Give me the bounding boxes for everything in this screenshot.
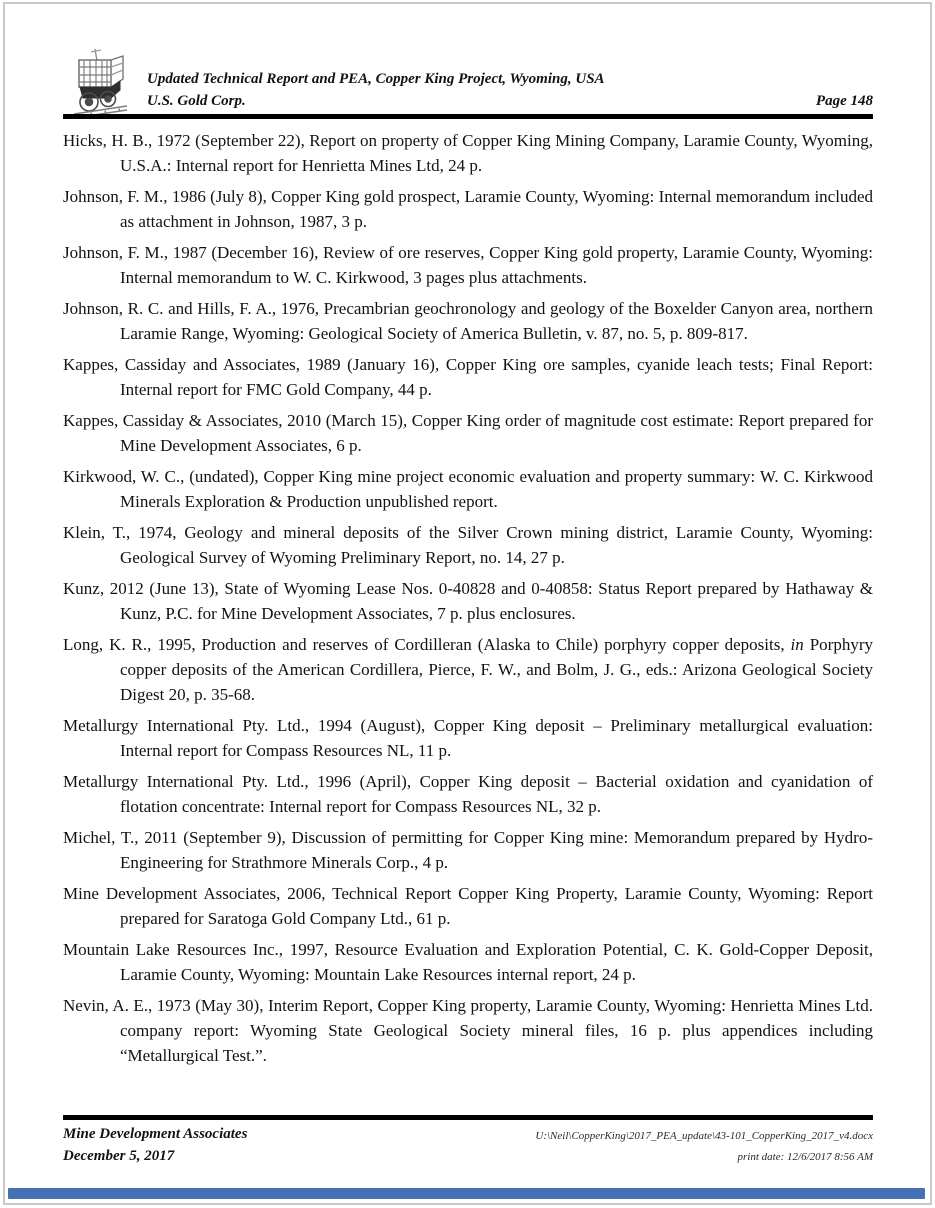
reference-entry: Mountain Lake Resources Inc., 1997, Resource Evaluation and Exploration Potential, C. K. Gold-Copper Deposit, Laramie County, Wyoming: Mountain Lake Resources internal report, 24 p. (63, 940, 873, 984)
page-number: Page 148 (815, 93, 873, 109)
reference-entry: Long, K. R., 1995, Production and reserves of Cordilleran (Alaska to Chile) porphyry copper deposits, in Porphyry copper deposits of the American Cordillera, Pierce, F. W., and Bolm, J. G., eds.: Arizona Geological Society Digest 20, p. 35-68. (63, 635, 873, 704)
reference-entry: Mine Development Associates, 2006, Technical Report Copper King Property, Laramie County, Wyoming: Report prepared for Saratoga Gold Company Ltd., 61 p. (63, 884, 873, 928)
report-title: Updated Technical Report and PEA, Copper King Project, Wyoming, USA (147, 71, 605, 87)
header-divider-rule (63, 114, 873, 119)
reference-entry: Kappes, Cassiday and Associates, 1989 (January 16), Copper King ore samples, cyanide leach tests; Final Report: Internal report for FMC Gold Company, 44 p. (63, 355, 873, 399)
reference-entry: Kirkwood, W. C., (undated), Copper King mine project economic evaluation and property summary: W. C. Kirkwood Minerals Exploration & Production unpublished report. (63, 467, 873, 511)
horizontal-scrollbar[interactable] (8, 1188, 925, 1199)
company-name: U.S. Gold Corp. (147, 93, 246, 109)
references-list (63, 128, 873, 1074)
footer-file-path: U:\Neil\CopperKing\2017_PEA_update\43-101_CopperKing_2017_v4.docx (535, 1130, 873, 1142)
page-header (63, 44, 873, 122)
mine-cart-icon (71, 46, 133, 122)
footer-right (393, 1126, 873, 1168)
reference-entry: Nevin, A. E., 1973 (May 30), Interim Report, Copper King property, Laramie County, Wyoming: Henrietta Mines Ltd. company report: Wyoming State Geological Society mineral files, 16 p. plus appendices including “Metallurgical Test.”. (63, 996, 873, 1065)
footer-company: Mine Development Associates (63, 1126, 248, 1142)
footer-divider-rule (63, 1115, 873, 1120)
reference-entry: Hicks, H. B., 1972 (September 22), Report on property of Copper King Mining Company, Laramie County, Wyoming, U.S.A.: Internal report for Henrietta Mines Ltd, 24 p. (63, 131, 873, 175)
footer-print-date: print date: 12/6/2017 8:56 AM (737, 1151, 873, 1163)
reference-entry: Metallurgy International Pty. Ltd., 1994 (August), Copper King deposit – Preliminary metallurgical evaluation: Internal report for Compass Resources NL, 11 p. (63, 716, 873, 760)
reference-entry: Johnson, F. M., 1987 (December 16), Review of ore reserves, Copper King gold property, Laramie County, Wyoming: Internal memorandum to W. C. Kirkwood, 3 pages plus attachments. (63, 243, 873, 287)
reference-entry: Klein, T., 1974, Geology and mineral deposits of the Silver Crown mining district, Laramie County, Wyoming: Geological Survey of Wyoming Preliminary Report, no. 14, 27 p. (63, 523, 873, 567)
reference-entry: Michel, T., 2011 (September 9), Discussion of permitting for Copper King mine: Memorandum prepared by Hydro-Engineering for Strathmore Minerals Corp., 4 p. (63, 828, 873, 872)
mine-cart-logo (71, 46, 133, 122)
reference-entry: Metallurgy International Pty. Ltd., 1996 (April), Copper King deposit – Bacterial oxidation and cyanidation of flotation concentrate: Internal report for Compass Resources NL, 32 p. (63, 772, 873, 816)
reference-entry: Johnson, F. M., 1986 (July 8), Copper King gold prospect, Laramie County, Wyoming: Internal memorandum included as attachment in Johnson, 1987, 3 p. (63, 187, 873, 231)
reference-entry: Kunz, 2012 (June 13), State of Wyoming Lease Nos. 0-40828 and 0-40858: Status Report prepared by Hathaway & Kunz, P.C. for Mine Development Associates, 7 p. plus enclosures. (63, 579, 873, 623)
reference-entry: Johnson, R. C. and Hills, F. A., 1976, Precambrian geochronology and geology of the Boxelder Canyon area, northern Laramie Range, Wyoming: Geological Society of America Bulletin, v. 87, no. 5, p. 809-817. (63, 299, 873, 343)
footer-date: December 5, 2017 (63, 1148, 175, 1164)
reference-entry: Kappes, Cassiday & Associates, 2010 (March 15), Copper King order of magnitude cost estimate: Report prepared for Mine Development Associates, 6 p. (63, 411, 873, 455)
